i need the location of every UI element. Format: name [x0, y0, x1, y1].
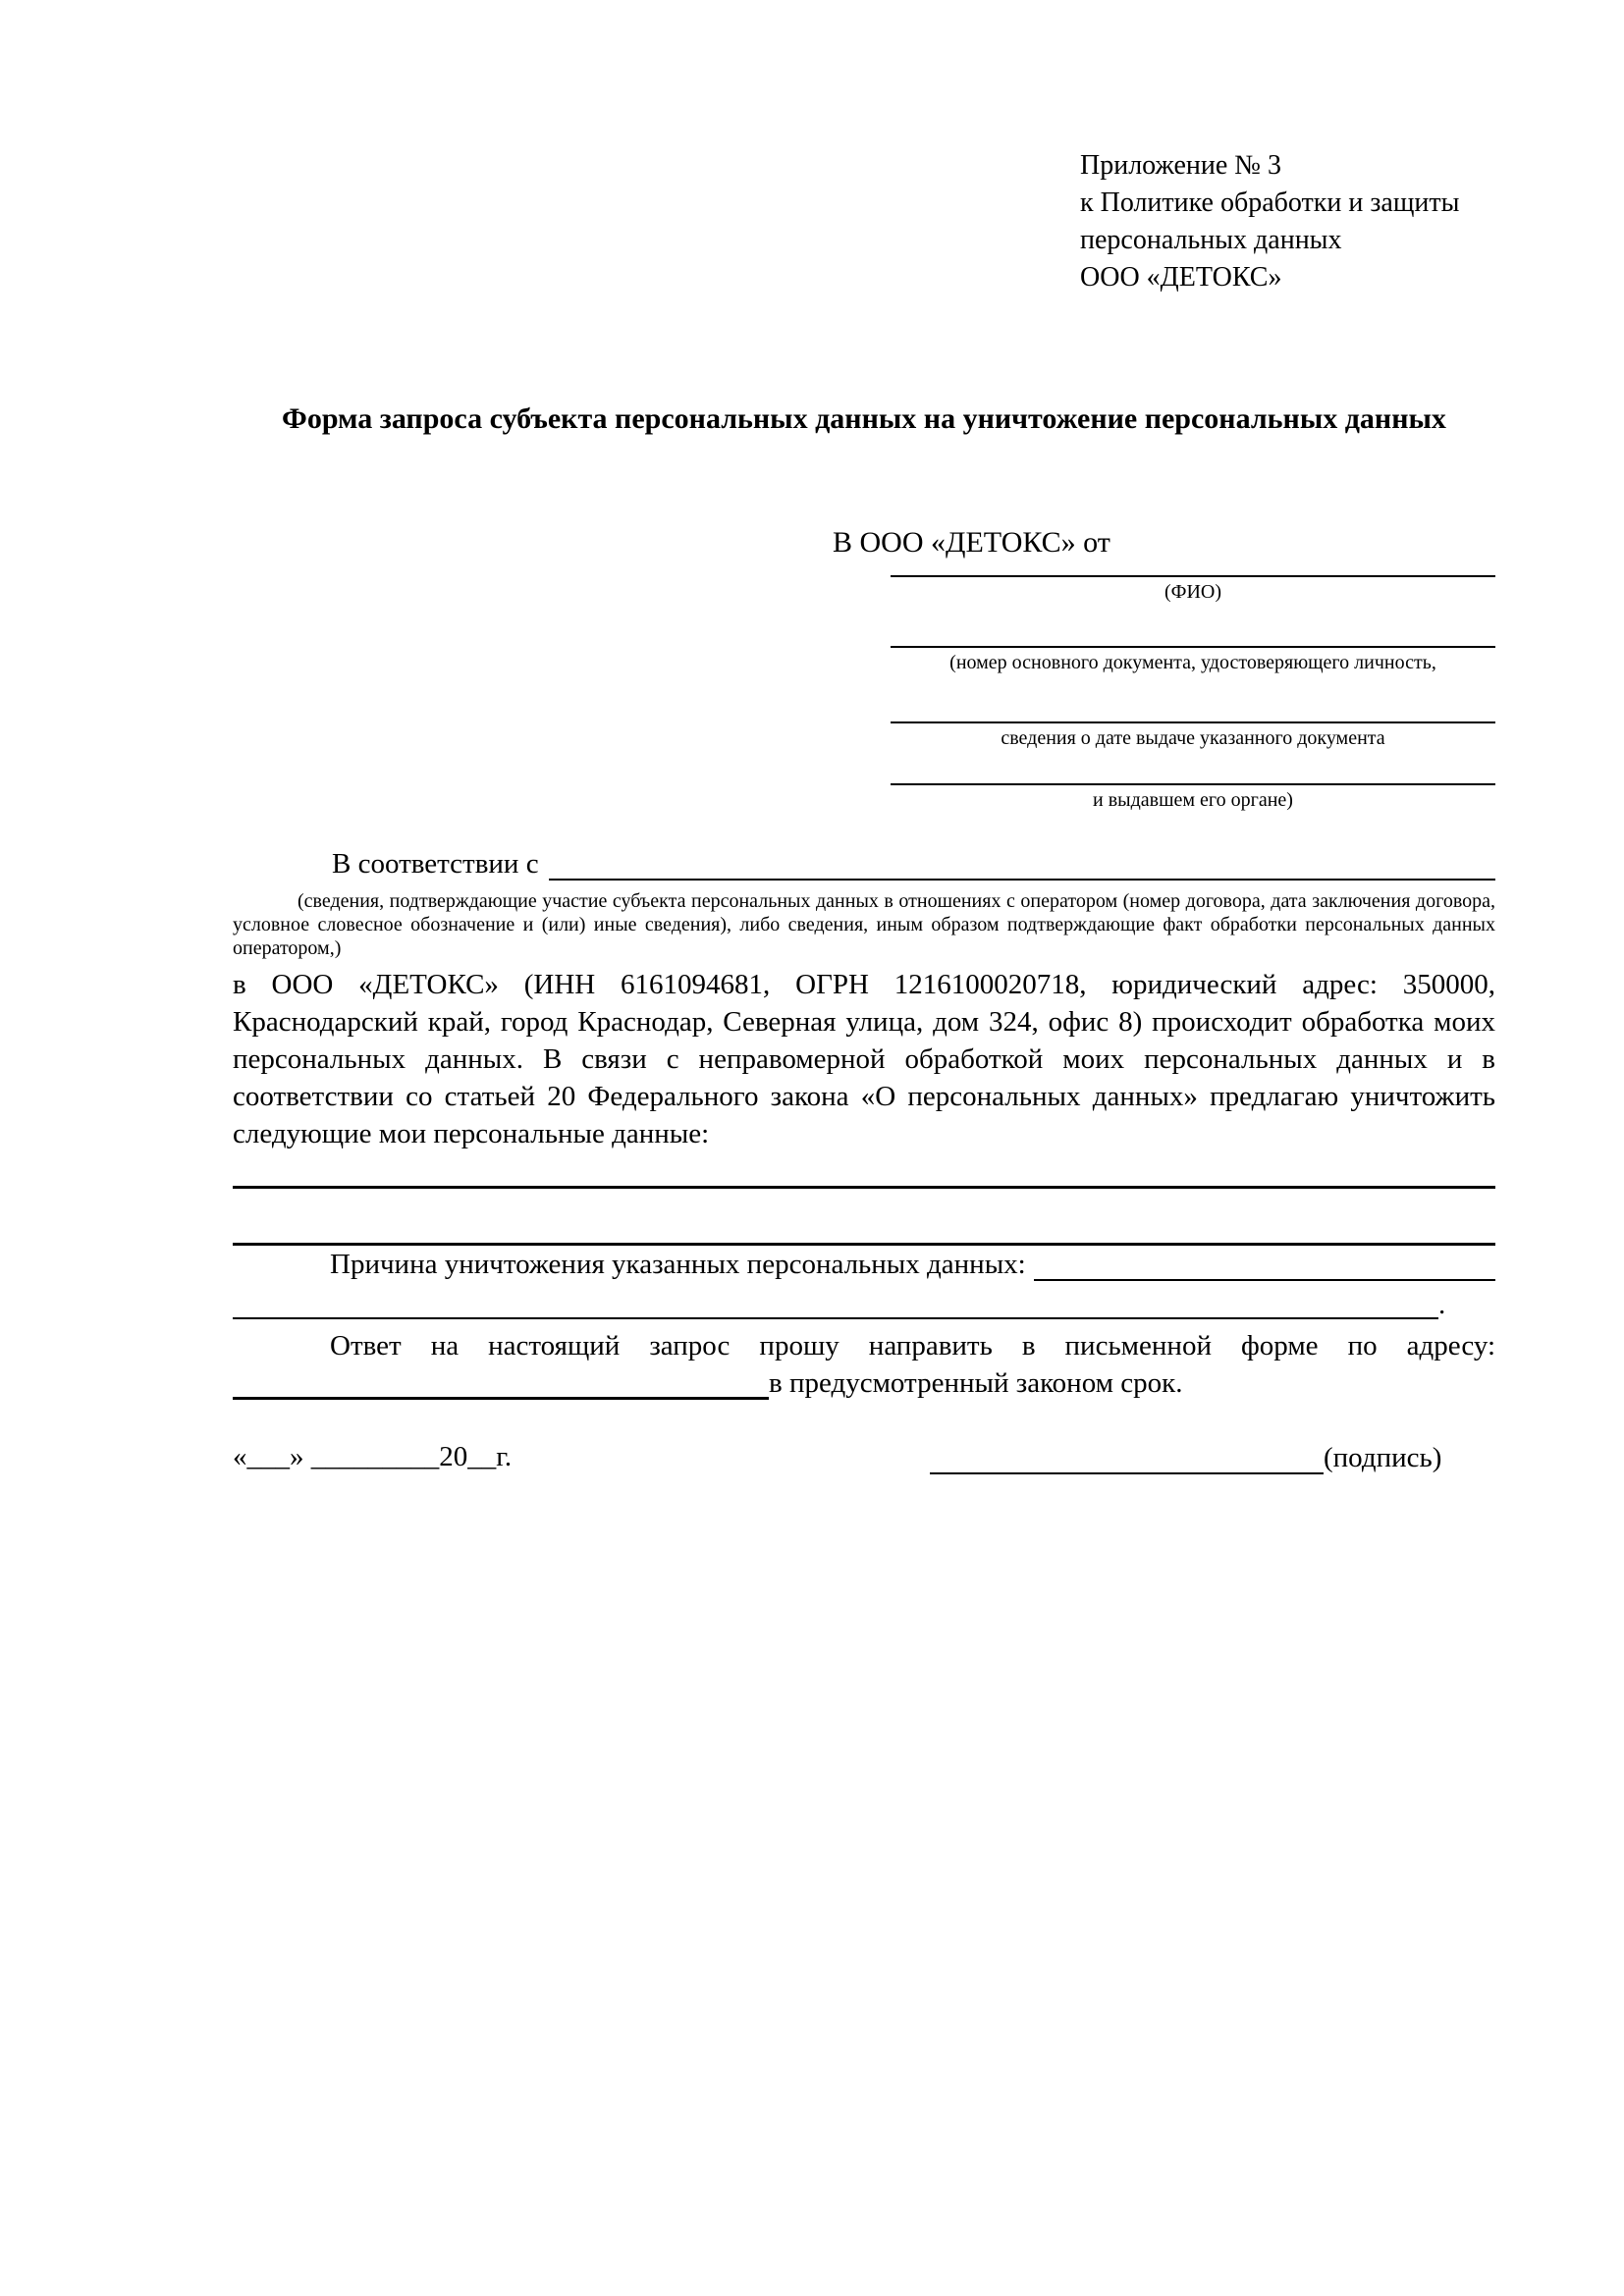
date-line[interactable]: «___» _________20__г.	[233, 1441, 513, 1472]
fio-caption: (ФИО)	[1164, 581, 1221, 603]
personal-data-blank-line-2[interactable]	[233, 1243, 1495, 1246]
appendix-header-line-2: к Политике обработки и защиты	[1080, 187, 1460, 218]
reply-paragraph: Ответ на настоящий запрос прошу направить в письменной форме по адресу:	[330, 1330, 1495, 1362]
reason-period: .	[1438, 1289, 1446, 1320]
reason-continuation-row	[233, 1290, 1495, 1319]
doc-number-input-line[interactable]	[891, 646, 1495, 648]
reason-continuation-line[interactable]	[233, 1290, 1438, 1319]
appendix-header-line-1: Приложение № 3	[1080, 150, 1281, 181]
reply-address-input-line[interactable]	[233, 1366, 769, 1400]
reply-tail: в предусмотренный законом срок.	[769, 1367, 1183, 1399]
reply-address-row	[233, 1366, 1495, 1400]
signature-group	[930, 1441, 1441, 1474]
issuer-input-line[interactable]	[891, 783, 1495, 785]
request-body-paragraph: в ООО «ДЕТОКС» (ИНН 6161094681, ОГРН 1216100020718, юридический адрес: 350000, Краснодарский край, город Краснодар, Северная улица, дом 324, офис 8) происходит обработка моих персональных данных. В связи с неправомерной обработкой моих персональных данных и в соответствии со статьей 20 Федерального закона «О персональных данных» предлагаю уничтожить следующие мои персональные данные:	[233, 969, 1495, 1149]
accordance-lead: В соответствии с	[332, 848, 539, 880]
issue-date-caption: сведения о дате выдаче указанного документа	[1001, 727, 1385, 749]
issue-date-input-line[interactable]	[891, 721, 1495, 723]
small-print-note: (сведения, подтверждающие участие субъекта персональных данных в отношениях с оператором (номер договора, дата заключения договора, условное словесное обозначение и (или) иные сведения), либо сведения, иным образом подтверждающие факт обработки персональных данных оператором,)	[233, 890, 1495, 959]
personal-data-blank-line-1[interactable]	[233, 1186, 1495, 1189]
reason-row	[233, 1249, 1495, 1281]
signature-caption: (подпись)	[1324, 1442, 1442, 1473]
signature-input-line[interactable]	[930, 1441, 1324, 1474]
appendix-header-line-4: ООО «ДЕТОКС»	[1080, 262, 1282, 293]
appendix-header	[1080, 147, 1459, 296]
doc-number-caption: (номер основного документа, удостоверяющего личность,	[949, 652, 1436, 673]
fio-input-line[interactable]	[891, 575, 1495, 577]
addressee-line: В ООО «ДЕТОКС» от	[833, 526, 1110, 559]
reason-input-line[interactable]	[1034, 1249, 1495, 1281]
reason-label: Причина уничтожения указанных персональных данных:	[330, 1249, 1026, 1280]
page-title: Форма запроса субъекта персональных данных на уничтожение персональных данных	[282, 402, 1446, 435]
accordance-input-line[interactable]	[549, 848, 1495, 881]
appendix-header-line-3: персональных данных	[1080, 225, 1342, 255]
accordance-row	[233, 848, 1495, 881]
issuer-caption: и выдавшем его органе)	[1093, 789, 1293, 811]
